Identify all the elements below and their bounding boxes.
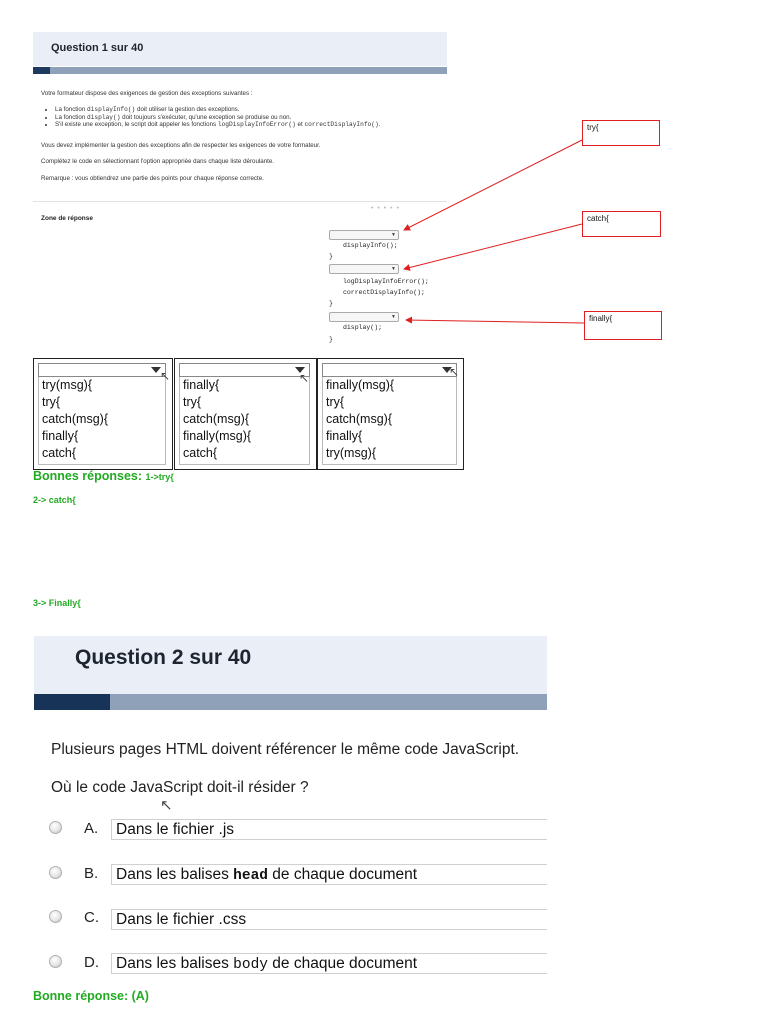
dropdown-options-2 <box>174 358 317 470</box>
dropdown-option[interactable]: catch(msg){ <box>326 412 392 426</box>
question-1-note: Remarque : vous obtiendrez une partie des points pour chaque réponse correcte. <box>41 175 264 182</box>
requirement-item: • La fonction displayInfo() doit utiliser la gestion des exceptions. <box>55 106 380 114</box>
callout-catch: catch{ <box>582 211 661 237</box>
code-brace: } <box>329 300 333 307</box>
mouse-cursor-icon: ↖ <box>299 371 310 385</box>
callout-finally: finally{ <box>584 311 662 340</box>
dropdown-option[interactable]: finally{ <box>42 429 79 443</box>
answers-label: Bonnes réponses: 1->try{ <box>33 469 174 483</box>
radio-option-c[interactable] <box>49 910 62 923</box>
arrow-3 <box>406 320 584 323</box>
option-b-text[interactable]: Dans les balises head de chaque document <box>111 864 547 885</box>
option-a-text[interactable]: Dans le fichier .js <box>111 819 547 840</box>
dropdown-option[interactable]: catch{ <box>183 446 218 460</box>
code-line: display(); <box>343 324 383 331</box>
dropdown-option[interactable]: try(msg){ <box>326 446 376 460</box>
radio-option-d[interactable] <box>49 955 62 968</box>
callout-try: try{ <box>582 120 660 146</box>
requirement-item: • La fonction display() doit toujours s'exécuter, qu'une exception se produise ou non. <box>55 114 380 122</box>
dropdown-option[interactable]: try{ <box>326 395 345 409</box>
dropdown-select[interactable] <box>179 363 310 377</box>
dropdown-option[interactable]: finally{ <box>183 378 220 392</box>
question-2-prompt: Plusieurs pages HTML doivent référencer le même code JavaScript. <box>51 741 520 758</box>
code-line: displayInfo(); <box>343 242 398 249</box>
dropdown-option[interactable]: finally(msg){ <box>183 429 252 443</box>
dropdown-option[interactable]: try{ <box>183 395 202 409</box>
dropdown-list <box>322 377 457 465</box>
question-1-paragraph: Complétez le code en sélectionnant l'option appropriée dans chaque liste déroulante. <box>41 158 275 165</box>
radio-option-a[interactable] <box>49 821 62 834</box>
dropdown-options-1 <box>33 358 173 470</box>
question-2-title: Question 2 sur 40 <box>75 646 252 669</box>
answer-q2: Bonne réponse: (A) <box>33 989 149 1003</box>
dropdown-option[interactable]: try{ <box>42 395 61 409</box>
option-letter: C. <box>84 909 99 926</box>
mouse-cursor-icon: ↖ <box>449 365 460 379</box>
option-letter: A. <box>84 820 99 837</box>
dropdown-option[interactable]: finally(msg){ <box>326 378 395 392</box>
question-1-title: Question 1 sur 40 <box>51 42 144 54</box>
mouse-cursor-icon: ↖ <box>160 369 171 383</box>
answer-3: 3-> Finally{ <box>33 598 81 608</box>
arrow-1 <box>404 140 582 230</box>
question-1-paragraph: Vous devez implémenter la gestion des exceptions afin de respecter les exigences de votre formateur. <box>41 142 321 149</box>
chevron-down-icon: ▼ <box>391 266 396 272</box>
progress-bar-fill <box>34 694 110 710</box>
mouse-cursor-icon: ↖ <box>160 797 173 814</box>
dropdown-option[interactable]: catch(msg){ <box>42 412 108 426</box>
dropdown-select[interactable] <box>38 363 166 377</box>
chevron-down-icon: ▼ <box>391 232 396 238</box>
answer-2: 2-> catch{ <box>33 495 76 505</box>
pagination-dots: • • • • • <box>371 205 401 212</box>
chevron-down-icon: ▼ <box>391 314 396 320</box>
progress-bar <box>34 694 547 710</box>
option-c-text[interactable]: Dans le fichier .css <box>111 909 547 930</box>
dropdown-option[interactable]: try(msg){ <box>42 378 92 392</box>
code-brace: } <box>329 253 333 260</box>
dropdown-option[interactable]: finally{ <box>326 429 363 443</box>
radio-option-b[interactable] <box>49 866 62 879</box>
dropdown-list <box>179 377 310 465</box>
requirement-item: • S'il existe une exception, le script doit appeler les fonctions logDisplayInfoError() et correctDisplayInfo(). <box>55 121 380 129</box>
code-brace: } <box>329 336 333 343</box>
question-1-intro: Votre formateur dispose des exigences de gestion des exceptions suivantes : <box>41 90 253 97</box>
arrow-2 <box>404 224 582 269</box>
code-line: correctDisplayInfo(); <box>343 289 425 296</box>
dropdown-select[interactable] <box>322 363 460 379</box>
option-letter: B. <box>84 865 99 882</box>
question-2-question: Où le code JavaScript doit-il résider ? <box>51 779 309 796</box>
answer-zone-label: Zone de réponse <box>41 215 94 222</box>
dropdown-option[interactable]: catch{ <box>42 446 77 460</box>
dropdown-options-3 <box>317 358 464 470</box>
code-line: logDisplayInfoError(); <box>343 278 429 285</box>
dropdown-option[interactable]: catch(msg){ <box>183 412 249 426</box>
question-2-header <box>34 636 547 694</box>
dropdown-list <box>38 377 166 465</box>
option-d-text[interactable]: Dans les balises body de chaque document <box>111 953 547 974</box>
option-letter: D. <box>84 954 99 971</box>
